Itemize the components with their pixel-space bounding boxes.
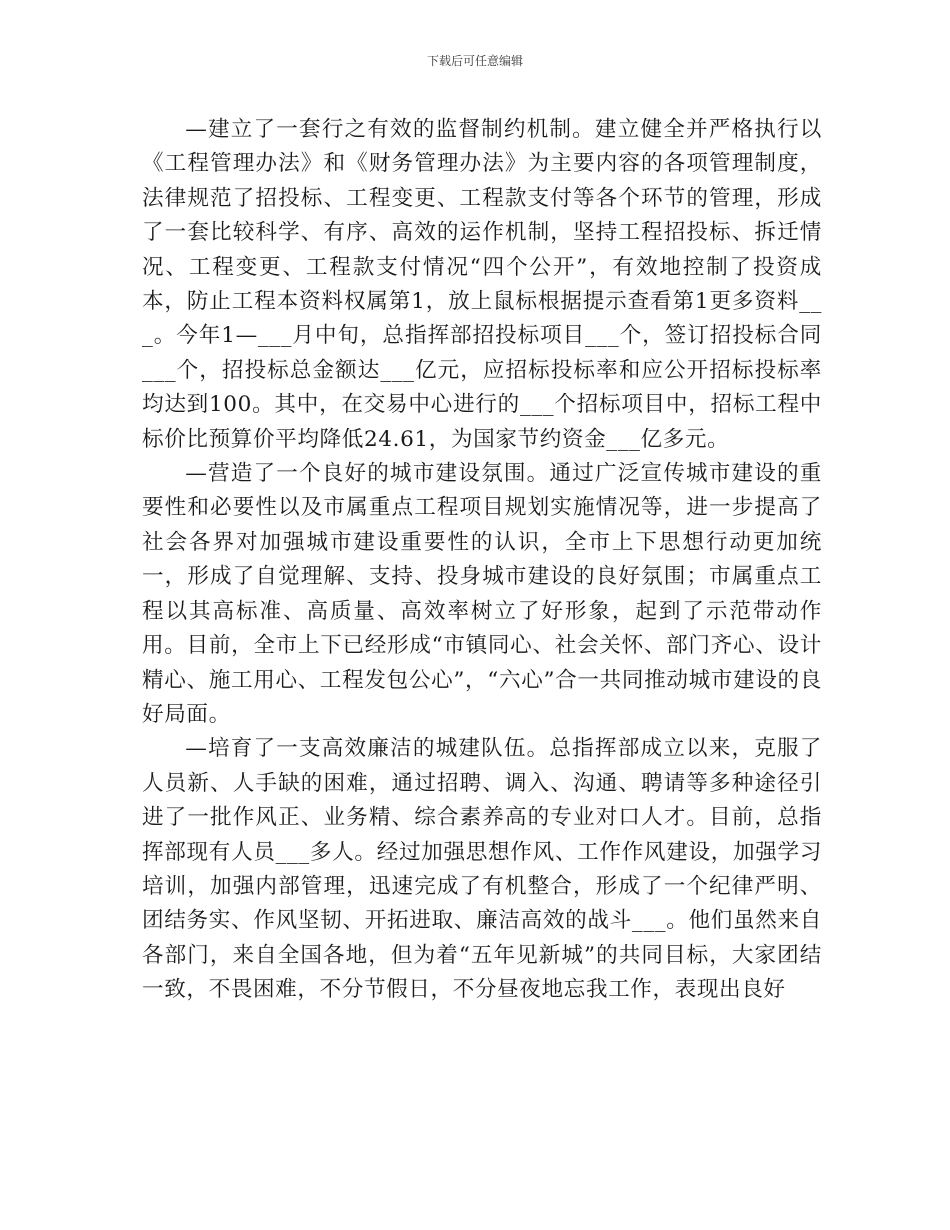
paragraph-construction-team: —培育了一支高效廉洁的城建队伍。总指挥部成立以来，克服了人员新、人手缺的困难，通过招聘、调入、沟通、聘请等多种途径引进了一批作风正、业务精、综合素养高的专业对口人才。目前，总指挥部现有人员___多人。经过加强思想作风、工作作风建设，加强学习培训，加强内部管理，迅速完成了有机整合，形成了一个纪律严明、团结务实、作风坚韧、开拓进取、廉洁高效的战斗___。他们虽然来自各部门，来自全国各地，但为着“五年见新城”的共同目标，大家团结一致，不畏困难，不分节假日，不分昼夜地忘我工作，表现出良好: [142, 736, 822, 1003]
paragraph-construction-atmosphere: —营造了一个良好的城市建设氛围。通过广泛宣传城市建设的重要性和必要性以及市属重点工程项目规划实施情况等，进一步提高了社会各界对加强城市建设重要性的认识，全市上下思想行动更加统一，形成了自觉理解、支持、投身城市建设的良好氛围；市属重点工程以其高标准、高质量、高效率树立了好形象，起到了示范带动作用。目前，全市上下已经形成“市镇同心、社会关怀、部门齐心、设计精心、施工用心、工程发包公心”，“六心”合一共同推动城市建设的良好局面。: [142, 461, 822, 727]
paragraph-supervision-mechanism: —建立了一套行之有效的监督制约机制。建立健全并严格执行以《工程管理办法》和《财务管理办法》为主要内容的各项管理制度，法律规范了招投标、工程变更、工程款支付等各个环节的管理，形成了一套比较科学、有序、高效的运作机制，坚持工程招投标、拆迁情况、工程变更、工程款支付情况“四个公开”，有效地控制了投资成本，防止工程本资料权属第1，放上鼠标根据提示查看第1更多资料___。今年1—___月中旬，总指挥部招投标项目___个，签订招投标合同___个，招投标总金额达___亿元，应招标投标率和应公开招标投标率均达到100。其中，在交易中心进行的___个招标项目中，招标工程中标价比预算价平均降低24.61，为国家节约资金___亿多元。: [142, 117, 822, 452]
page-header: 下载后可任意编辑: [426, 54, 523, 68]
document-body: [142, 113, 822, 1008]
